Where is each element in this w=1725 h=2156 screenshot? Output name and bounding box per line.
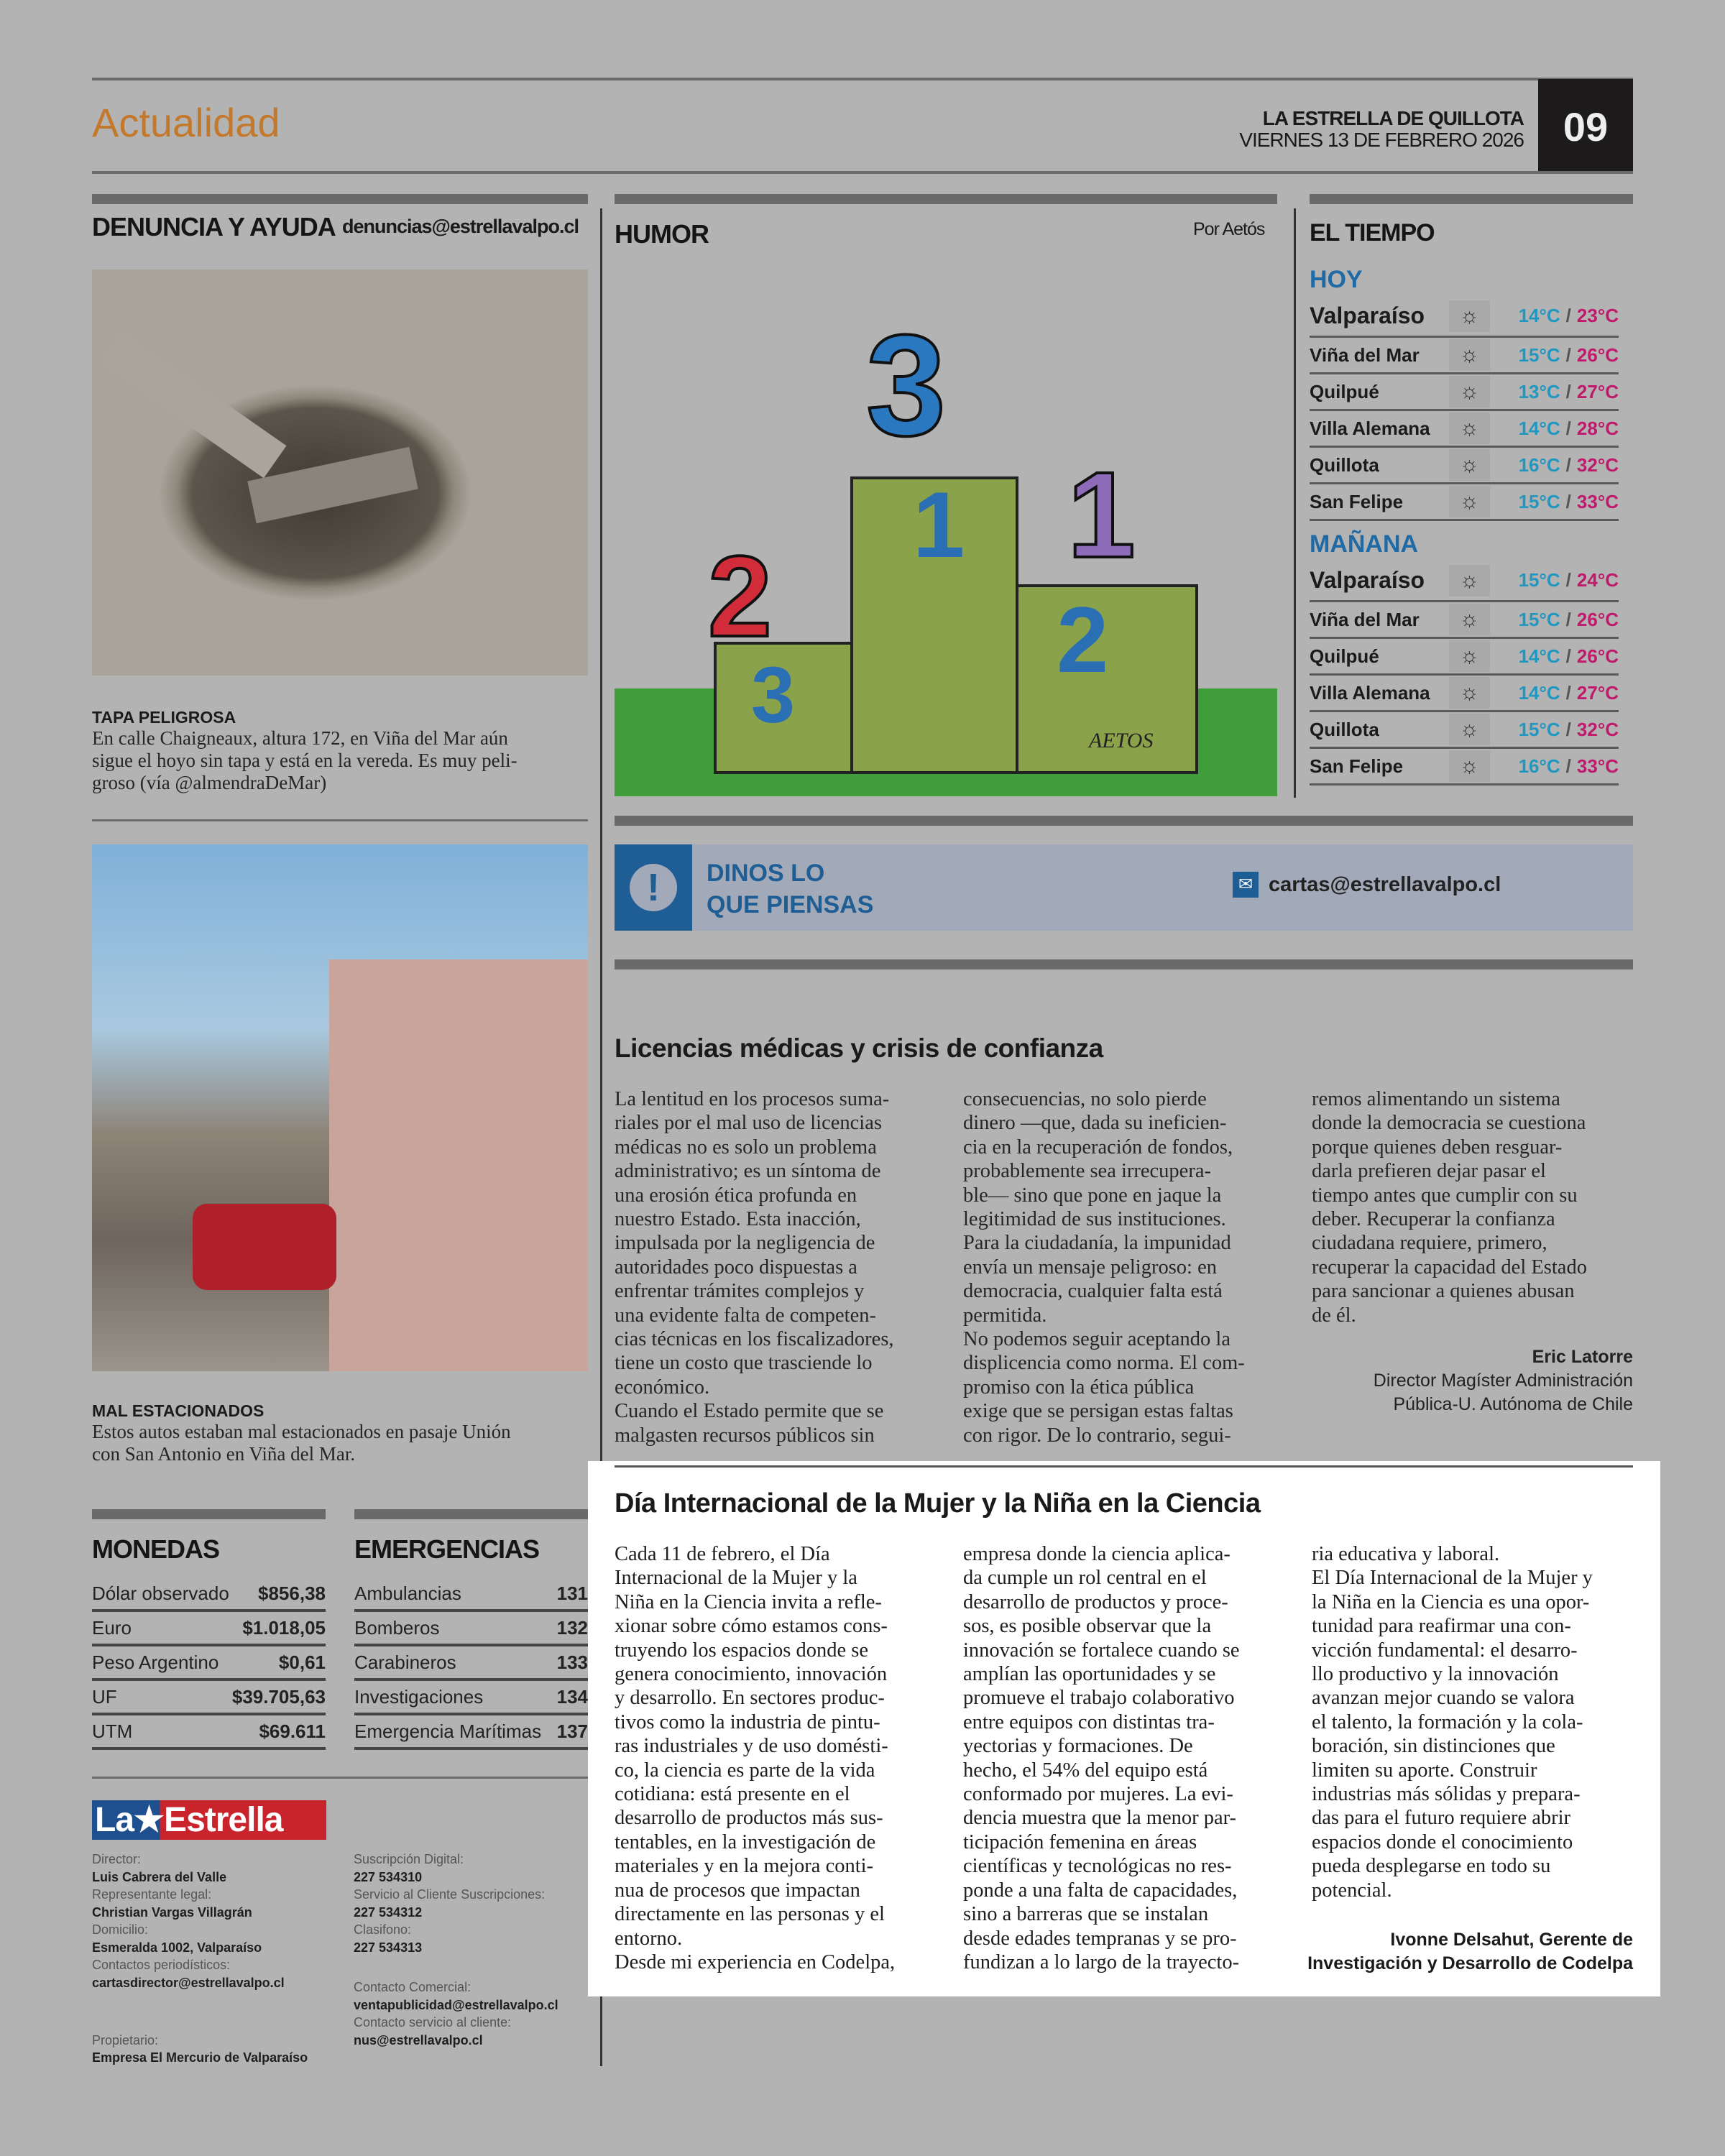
- feedback-banner: [615, 844, 1633, 931]
- highlighted-article: [588, 1461, 1660, 1996]
- min-temp: 15°C: [1518, 569, 1560, 591]
- sun-icon: ☼: [1449, 604, 1490, 635]
- sun-icon: ☼: [1449, 750, 1490, 782]
- weather-tomorrow-label: MAÑANA: [1310, 530, 1419, 558]
- imprint-label: Contacto Comercial:: [354, 1980, 472, 1994]
- monedas-row: [92, 1646, 326, 1681]
- emergencias-value: 132: [556, 1617, 588, 1639]
- section-bar: [615, 816, 1633, 826]
- monedas-title: MONEDAS: [92, 1534, 220, 1564]
- monedas-row: [92, 1577, 326, 1612]
- imprint-value: Esmeralda 1002, Valparaíso: [92, 1940, 262, 1955]
- svg-text:1: 1: [1067, 447, 1136, 584]
- max-temp: 27°C: [1576, 681, 1619, 704]
- sun-icon: ☼: [1449, 413, 1490, 444]
- city-name: San Felipe: [1310, 490, 1404, 512]
- sun-icon: ☼: [1449, 339, 1490, 371]
- emergencias-row: [354, 1612, 588, 1646]
- article-title: Día Internacional de la Mujer y la Niña en la Ciencia: [615, 1488, 1261, 1519]
- emergencias-row: [354, 1681, 588, 1715]
- page-number: 09: [1538, 79, 1633, 174]
- emergencias-row: [354, 1715, 588, 1750]
- letters-email[interactable]: cartas@estrellavalpo.cl: [1269, 872, 1501, 896]
- header-bottom-rule: [92, 171, 1633, 174]
- monedas-name: UTM: [92, 1720, 133, 1742]
- la-estrella-logo: [92, 1800, 326, 1840]
- sun-icon: ☼: [1449, 565, 1490, 596]
- caption-title: TAPA PELIGROSA: [92, 708, 236, 727]
- temp-separator: /: [1565, 681, 1571, 704]
- section-bar: [615, 194, 1277, 204]
- city-name: Viña del Mar: [1310, 344, 1420, 366]
- city-name: Quilpué: [1310, 645, 1379, 667]
- owner-value: Empresa El Mercurio de Valparaíso: [92, 2050, 308, 2065]
- max-temp: 33°C: [1576, 490, 1619, 512]
- logo-text-right: Estrella: [164, 1801, 283, 1839]
- caption-text: Estos autos estaban mal estacionados en pasaje Unión con San Antonio en Viña del Mar.: [92, 1421, 511, 1465]
- max-temp: 26°C: [1576, 608, 1619, 630]
- temperature-range: [1519, 454, 1619, 476]
- denuncia-email[interactable]: denuncias@estrellavalpo.cl: [342, 216, 579, 237]
- city-name: Villa Alemana: [1310, 681, 1430, 704]
- max-temp: 32°C: [1576, 453, 1619, 476]
- max-temp: 24°C: [1576, 569, 1619, 591]
- temperature-range: [1519, 381, 1619, 403]
- owner-label: Propietario:: [92, 2032, 159, 2047]
- author-name: Eric Latorre: [1532, 1347, 1633, 1367]
- cartoon-signature: AETOS: [1089, 729, 1154, 752]
- divider: [92, 819, 588, 821]
- monedas-row: [92, 1612, 326, 1646]
- imprint-value: 227 534313: [354, 1940, 423, 1955]
- author-role: Director Magíster Administración Pública-U. Autónoma de Chile: [1373, 1370, 1633, 1414]
- weather-row: [1310, 676, 1619, 712]
- article-column: remos alimentando un sistema donde la democracia se cuestiona porque quienes deben resguar- darla prefieren dejar pasar el tiempo antes que cumplir con su deber. Recuperar la confianza ciudadana requiere, primero, recuperar la capacidad del Estado para sancionar a quienes abusan de él.: [1312, 1088, 1587, 1327]
- weather-row: [1310, 712, 1619, 749]
- emergencias-title: EMERGENCIAS: [354, 1534, 540, 1564]
- emergencias-value: 133: [556, 1651, 588, 1673]
- min-temp: 13°C: [1518, 380, 1560, 402]
- imprint-value: 227 534312: [354, 1904, 423, 1920]
- weather-today-label: HOY: [1310, 266, 1363, 293]
- imprint-value[interactable]: ventapublicidad@estrellavalpo.cl: [354, 1997, 558, 2012]
- sun-icon: ☼: [1449, 714, 1490, 745]
- city-name: Valparaíso: [1310, 567, 1425, 593]
- section-bar: [92, 1509, 326, 1519]
- weather-row: [1310, 448, 1619, 484]
- svg-text:2: 2: [708, 532, 772, 660]
- min-temp: 15°C: [1518, 490, 1560, 512]
- letters-email-link[interactable]: [1233, 872, 1501, 898]
- max-temp: 32°C: [1576, 718, 1619, 740]
- weather-row: [1310, 639, 1619, 676]
- weather-row: [1310, 411, 1619, 448]
- temp-separator: /: [1565, 380, 1571, 402]
- temperature-range: [1519, 418, 1619, 440]
- monedas-row: [92, 1715, 326, 1750]
- temperature-range: [1519, 719, 1619, 741]
- temperature-range: [1519, 755, 1619, 778]
- section-bar: [1310, 194, 1633, 204]
- city-name: Viña del Mar: [1310, 608, 1420, 630]
- paper-name: LA ESTRELLA DE QUILLOTA: [1262, 107, 1524, 129]
- weather-row: [1310, 374, 1619, 411]
- imprint-value: Luis Cabrera del Valle: [92, 1869, 227, 1884]
- article-column: ria educativa y laboral. El Día Internacional de la Mujer y la Niña en la Ciencia es una opor- tunidad para reafirmar una con- vicción fundamental: el desarro- llo productivo y la innovación avanzan mejor cuando se valora el talento, la formación y la cola- boración, sin distinciones que limiten su aporte. Construir industrias más sólidas y prepara- das para el futuro requiere abrir espacios donde el conocimiento pueda desplegarse en todo su potencial.: [1312, 1543, 1593, 1902]
- exclamation-icon: !: [615, 844, 692, 931]
- imprint-value: Christian Vargas Villagrán: [92, 1904, 252, 1920]
- humor-author: Por Aetós: [1193, 219, 1265, 239]
- weather-row: [1310, 338, 1619, 374]
- issue-date: VIERNES 13 DE FEBRERO 2026: [1239, 129, 1524, 151]
- emergencias-value: 137: [556, 1720, 588, 1742]
- monedas-name: Euro: [92, 1617, 132, 1639]
- article-column: La lentitud en los procesos suma- riales por el mal uso de licencias médicas no es solo un problema administrativo; es un síntoma de una erosión ética profunda en nuestro Estado. Esta inacción, impulsada por la negligencia de autoridades poco dispuestas a enfrentar trámites complejos y una evidente falta de competen- cias técnicas en los fiscalizadores, tiene un costo que trasciende lo económico. Cuando el Estado permite que se malgasten recursos públicos sin: [615, 1088, 894, 1447]
- max-temp: 26°C: [1576, 645, 1619, 667]
- monedas-value: $69.611: [259, 1720, 326, 1742]
- temp-separator: /: [1565, 490, 1571, 512]
- emergencias-row: [354, 1646, 588, 1681]
- temperature-range: [1519, 491, 1619, 513]
- imprint-label: Contacto servicio al cliente:: [354, 2015, 512, 2030]
- caption-title: MAL ESTACIONADOS: [92, 1401, 264, 1420]
- imprint-label: Domicilio:: [92, 1922, 149, 1937]
- min-temp: 14°C: [1518, 417, 1560, 439]
- mail-icon: ✉: [1233, 872, 1259, 898]
- temp-separator: /: [1565, 569, 1571, 591]
- monedas-name: Peso Argentino: [92, 1651, 219, 1673]
- emergencias-name: Ambulancias: [354, 1583, 461, 1604]
- weather-row: [1310, 561, 1619, 602]
- imprint-label: Director:: [92, 1852, 142, 1866]
- parked-cars-photo: [92, 844, 588, 1371]
- imprint-value[interactable]: cartasdirector@estrellavalpo.cl: [92, 1975, 285, 1990]
- article-byline: [1265, 1345, 1633, 1416]
- temperature-range: [1519, 344, 1619, 367]
- temp-separator: /: [1565, 718, 1571, 740]
- weather-title: EL TIEMPO: [1310, 219, 1435, 247]
- imprint-label: Clasifono:: [354, 1922, 412, 1937]
- sun-icon: ☼: [1449, 449, 1490, 481]
- emergencias-name: Emergencia Marítimas: [354, 1720, 542, 1742]
- article-column: empresa donde la ciencia aplica- da cumple un rol central en el desarrollo de productos y proce- sos, es posible observar que la innovación se fortalece cuando se amplían las oportunidades y se promueve el trabajo colaborativo entre equipos con distintas tra- yectorias y formaciones. De hecho, el 54% del equipo está conformado por mujeres. La evi- dencia muestra que la menor par- ticipación femenina en áreas científicas y tecnológicas no res- ponde a una falta de capacidades, sino a barreras que se instalan desde edades tempranas y se pro- fundizan a lo largo de la trayecto-: [963, 1543, 1240, 1973]
- city-name: Quillota: [1310, 453, 1379, 476]
- emergencias-value: 134: [556, 1686, 588, 1708]
- column-divider: [1294, 208, 1296, 798]
- max-temp: 26°C: [1576, 344, 1619, 366]
- section-title: Actualidad: [92, 100, 280, 145]
- imprint-left: [92, 1851, 285, 1991]
- monedas-value: $856,38: [258, 1583, 326, 1604]
- caption-manhole: [92, 708, 588, 794]
- section-bar: [92, 194, 588, 204]
- article-column: consecuencias, no solo pierde dinero —que, dada su ineficien- cia en la recuperación de fondos, probablemente sea irrecupera- ble— sino que pone en jaque la legitimidad de sus instituciones. Para la ciudadanía, la impunidad envía un mensaje peligroso: en democracia, cualquier falta está permitida. No podemos seguir aceptando la displicencia como norma. El com- promiso con la ética pública exige que se persigan estas faltas con rigor. De lo contrario, segui-: [963, 1088, 1245, 1447]
- sun-icon: ☼: [1449, 640, 1490, 672]
- article-column: Cada 11 de febrero, el Día Internacional de la Mujer y la Niña en la Ciencia invita a refle- xionar sobre cómo estamos cons- truyendo los espacios donde se genera conocimiento, innovación y desarrollo. En sectores produc- tivos como la industria de pintu- ras industriales y de uso domésti- co, la ciencia es parte de la vida cotidiana: está presente en el desarrollo de productos más sus- tentables, en la investigación de materiales y en la mejora conti- nua de procesos que impactan directamente en las personas y el entorno. Desde mi experiencia en Codelpa,: [615, 1543, 896, 1973]
- weather-row: [1310, 749, 1619, 786]
- temp-separator: /: [1565, 608, 1571, 630]
- article-byline: Ivonne Delsahut, Gerente de Investigación y Desarrollo de Codelpa: [1307, 1930, 1633, 1973]
- min-temp: 15°C: [1518, 344, 1560, 366]
- sun-icon: ☼: [1449, 486, 1490, 517]
- banner-line-1: DINOS LO: [707, 860, 825, 887]
- imprint-label: Representante legal:: [92, 1887, 212, 1902]
- svg-text:3: 3: [866, 305, 947, 466]
- temperature-range: [1519, 569, 1619, 591]
- svg-text:1: 1: [913, 472, 965, 577]
- max-temp: 23°C: [1576, 305, 1619, 326]
- city-name: Villa Alemana: [1310, 417, 1430, 439]
- min-temp: 16°C: [1518, 755, 1560, 777]
- temperature-range: [1519, 305, 1619, 327]
- sun-icon: ☼: [1449, 376, 1490, 407]
- emergencias-name: Bomberos: [354, 1617, 440, 1639]
- monedas-value: $0,61: [278, 1651, 326, 1673]
- humor-title: HUMOR: [615, 219, 709, 249]
- city-name: Quilpué: [1310, 380, 1379, 402]
- emergencias-name: Investigaciones: [354, 1686, 484, 1708]
- imprint-label: Contactos periodísticos:: [92, 1958, 231, 1972]
- sun-icon: ☼: [1449, 300, 1490, 332]
- imprint-contacts: [354, 1978, 558, 2049]
- monedas-name: UF: [92, 1686, 117, 1708]
- weather-row: [1310, 602, 1619, 639]
- min-temp: 14°C: [1518, 645, 1560, 667]
- svg-text:3: 3: [751, 651, 796, 740]
- max-temp: 27°C: [1576, 380, 1619, 402]
- banner-line-2: QUE PIENSAS: [707, 891, 874, 918]
- section-bar: [354, 1509, 588, 1519]
- imprint-owner: [92, 2014, 308, 2084]
- max-temp: 28°C: [1576, 417, 1619, 439]
- caption-text: En calle Chaigneaux, altura 172, en Viña del Mar aún sigue el hoyo sin tapa y está en la vereda. Es muy peli- groso (vía @almendraDeMar): [92, 727, 518, 793]
- podium-cartoon: [615, 270, 1277, 796]
- min-temp: 15°C: [1518, 608, 1560, 630]
- imprint-label: Suscripción Digital:: [354, 1852, 464, 1866]
- city-name: Valparaíso: [1310, 303, 1425, 328]
- min-temp: 14°C: [1518, 305, 1560, 326]
- caption-parking: [92, 1401, 595, 1465]
- imprint-right: [354, 1851, 545, 1956]
- temp-separator: /: [1565, 645, 1571, 667]
- city-name: Quillota: [1310, 718, 1379, 740]
- emergencias-row: [354, 1577, 588, 1612]
- svg-text:2: 2: [1057, 587, 1109, 692]
- weather-row: [1310, 296, 1619, 338]
- masthead: [1239, 108, 1524, 151]
- emergencias-name: Carabineros: [354, 1651, 456, 1673]
- temp-separator: /: [1565, 755, 1571, 777]
- temp-separator: /: [1565, 305, 1571, 326]
- emergencias-value: 131: [556, 1583, 588, 1604]
- imprint-value: 227 534310: [354, 1869, 423, 1884]
- sun-icon: ☼: [1449, 677, 1490, 709]
- max-temp: 33°C: [1576, 755, 1619, 777]
- top-rule: [92, 78, 1633, 80]
- denuncia-title: DENUNCIA Y AYUDA: [92, 212, 336, 241]
- temperature-range: [1519, 682, 1619, 704]
- temperature-range: [1519, 609, 1619, 631]
- temp-separator: /: [1565, 417, 1571, 439]
- monedas-value: $39.705,63: [231, 1686, 326, 1708]
- min-temp: 14°C: [1518, 681, 1560, 704]
- temp-separator: /: [1565, 453, 1571, 476]
- logo-text-left: La: [95, 1801, 134, 1839]
- manhole-photo: [92, 270, 588, 676]
- star-icon: ★: [134, 1801, 165, 1839]
- min-temp: 15°C: [1518, 718, 1560, 740]
- imprint-value[interactable]: nus@estrellavalpo.cl: [354, 2032, 483, 2047]
- monedas-name: Dólar observado: [92, 1583, 229, 1604]
- city-name: San Felipe: [1310, 755, 1404, 777]
- monedas-row: [92, 1681, 326, 1715]
- monedas-value: $1.018,05: [242, 1617, 326, 1639]
- divider: [92, 1777, 588, 1779]
- min-temp: 16°C: [1518, 453, 1560, 476]
- article-title: Licencias médicas y crisis de confianza: [615, 1033, 1103, 1063]
- imprint-label: Servicio al Cliente Suscripciones:: [354, 1887, 546, 1902]
- temperature-range: [1519, 645, 1619, 668]
- temp-separator: /: [1565, 344, 1571, 366]
- weather-row: [1310, 484, 1619, 521]
- section-bar: [615, 959, 1633, 969]
